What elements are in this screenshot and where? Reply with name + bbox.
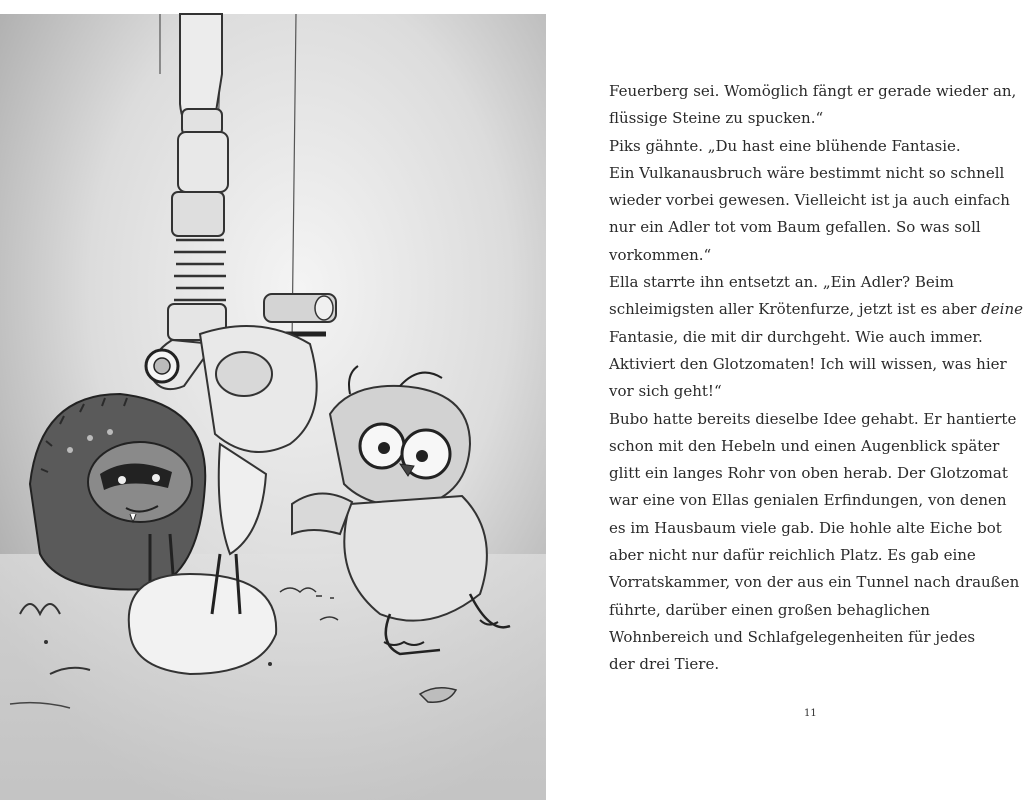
page-number: 11 xyxy=(804,708,817,719)
text-line: Bubo hatte bereits dieselbe Idee gehabt. Er hantierte xyxy=(609,409,1017,428)
text-line: Ella starrte ihn entsetzt an. „Ein Adler? Beim xyxy=(609,273,954,292)
text-line: wieder vorbei gewesen. Vielleicht ist ja auch einfach xyxy=(609,191,1010,210)
text-line: vorkommen.“ xyxy=(609,245,712,264)
emphasized-word: deine xyxy=(981,300,1023,319)
text-segment: schleimigsten aller Krötenfurze, jetzt ist es aber xyxy=(609,300,982,319)
text-line: Ein Vulkanausbruch wäre bestimmt nicht so schnell xyxy=(609,163,1005,182)
text-line: war eine von Ellas genialen Erfindungen, von denen xyxy=(609,491,1007,510)
text-line: Aktiviert den Glotzomaten! Ich will wissen, was hier xyxy=(609,354,1007,373)
text-line: Feuerberg sei. Womöglich fängt er gerade wieder an, xyxy=(609,82,1017,100)
illustration-page xyxy=(0,14,546,800)
text-line: schon mit den Hebeln und einen Augenblick später xyxy=(609,436,1000,455)
text-line: Vorratskammer, von der aus ein Tunnel nach draußen xyxy=(609,573,1020,592)
text-line: führte, darüber einen großen behaglichen xyxy=(609,600,930,619)
text-line: Piks gähnte. „Du hast eine blühende Fantasie. xyxy=(609,136,961,155)
text-line: Fantasie, die mit dir durchgeht. Wie auch immer. xyxy=(609,327,983,346)
illustration xyxy=(0,14,546,800)
text-line: Wohnbereich und Schlafgelegenheiten für jedes xyxy=(609,627,976,646)
text-line: glitt ein langes Rohr von oben herab. Der Glotzomat xyxy=(609,464,1008,483)
text-line: nur ein Adler tot vom Baum gefallen. So was soll xyxy=(609,218,981,237)
text-line: der drei Tiere. xyxy=(609,655,720,674)
text-page xyxy=(546,0,1023,800)
text-line: aber nicht nur dafür reichlich Platz. Es gab eine xyxy=(609,546,976,565)
text-line: vor sich geht!“ xyxy=(609,382,722,401)
text-line: es im Hausbaum viele gab. Die hohle alte Eiche bot xyxy=(609,518,1002,537)
text-line: flüssige Steine zu spucken.“ xyxy=(609,109,824,128)
text-line xyxy=(609,296,1023,323)
body-text xyxy=(609,78,1023,679)
